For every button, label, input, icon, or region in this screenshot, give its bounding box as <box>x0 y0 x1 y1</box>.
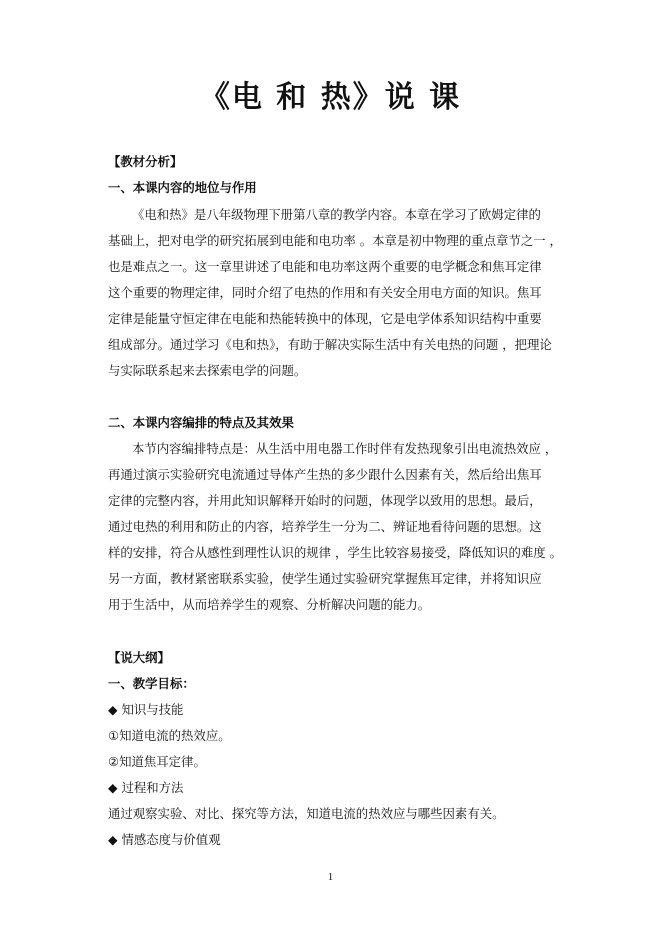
subheading-teaching-goals: 一、教学目标： <box>108 676 195 691</box>
goal-item: ①知道电流的热效应。 <box>108 728 231 743</box>
paragraph-line: 这个重要的物理定律，同时介绍了电热的作用和有关安全用电方面的知识。焦耳 <box>108 285 542 300</box>
paragraph-line: 另一方面，教材紧密联系实验，使学生通过实验研究掌握焦耳定律，并将知识应 <box>108 571 542 586</box>
paragraph-line: 基础上，把对电学的研究拓展到电能和电功率 。本章是初中物理的重点章节之一 ， <box>108 233 562 248</box>
page-title: 《电 和 热》说 课 <box>199 80 462 115</box>
goal-item-knowledge-skills: ◆ 知识与技能 <box>108 702 184 717</box>
paragraph-line: 通过电热的利用和防止的内容，培养学生一分为二、辨证地看待问题的思想。这 <box>108 519 542 534</box>
paragraph-line: 也是难点之一。这一章里讲述了电能和电功率这两个重要的电学概念和焦耳定律 <box>108 259 542 274</box>
goal-item-process-method: ◆ 过程和方法 <box>108 780 184 795</box>
section-header-syllabus: 【说大纲】 <box>108 650 170 665</box>
paragraph-line: 再通过演示实验研究电流通过导体产生热的多少跟什么因素有关，然后给出焦耳 <box>108 467 542 482</box>
goal-item-attitude-values: ◆ 情感态度与价值观 <box>108 832 221 847</box>
paragraph-line: 定律是能量守恒定律在电能和热能转换中的体现，它是电学体系知识结构中重要 <box>108 311 542 326</box>
paragraph-line: 定律的完整内容，并用此知识解释开始时的问题，体现学以致用的思想。最后， <box>108 493 542 508</box>
goal-item: 通过观察实验、对比、探究等方法，知道电流的热效应与哪些因素有关。 <box>108 806 505 821</box>
page-number: 1 <box>327 871 334 883</box>
section-header-textbook-analysis: 【教材分析】 <box>108 154 183 169</box>
paragraph-line: 《电和热》是八年级物理下册第八章的教学内容。本章在学习了欧姆定律的 <box>132 207 541 222</box>
paragraph-line: 样的安排，符合从感性到理性认识的规律 ，学生比较容易接受，降低知识的难度 。 <box>108 545 562 560</box>
subheading-arrangement-features: 二、本课内容编排的特点及其效果 <box>108 415 294 430</box>
paragraph-line: 用于生活中，从而培养学生的观察、分析解决问题的能力。 <box>108 597 431 612</box>
goal-item: ②知道焦耳定律。 <box>108 754 206 769</box>
subheading-position-role: 一、本课内容的地位与作用 <box>108 180 257 195</box>
paragraph-line: 组成部分。通过学习《电和热》，有助于解决实际生活中有关电热的问题 ，把理论 <box>108 337 552 352</box>
paragraph-line: 本节内容编排特点是：从生活中用电器工作时伴有发热现象引出电流热效应 ， <box>132 441 558 456</box>
paragraph-line: 与实际联系起来去探索电学的问题。 <box>108 363 307 378</box>
